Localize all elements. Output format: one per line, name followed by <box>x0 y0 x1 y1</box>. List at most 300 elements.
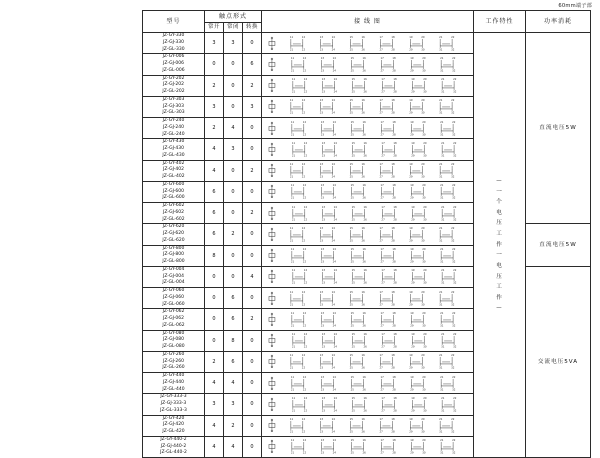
model-cell <box>143 160 205 181</box>
contact-count-co: 6 <box>243 54 262 75</box>
svg-text:24: 24 <box>333 281 337 285</box>
svg-text:24: 24 <box>332 69 336 73</box>
svg-text:32: 32 <box>451 239 455 243</box>
svg-text:20: 20 <box>422 57 426 61</box>
svg-text:20: 20 <box>422 184 426 188</box>
svg-text:32: 32 <box>452 69 456 73</box>
model-code: JZ-GL-602 <box>162 216 185 222</box>
spec-table-container <box>142 10 590 456</box>
svg-text:16: 16 <box>361 290 365 294</box>
svg-text:27: 27 <box>379 111 383 115</box>
svg-text:17: 17 <box>381 269 385 273</box>
svg-text:32: 32 <box>453 409 457 413</box>
svg-text:28: 28 <box>391 48 395 52</box>
svg-text:21: 21 <box>291 409 296 413</box>
svg-text:21: 21 <box>290 451 295 455</box>
svg-text:14: 14 <box>332 248 336 252</box>
wiring-diagram-svg <box>262 120 473 137</box>
svg-text:11: 11 <box>290 248 295 252</box>
wiring-diagram-cell <box>262 96 474 117</box>
svg-text:30: 30 <box>422 324 426 328</box>
contact-count-nc: 6 <box>224 351 243 372</box>
svg-text:28: 28 <box>392 69 396 73</box>
svg-text:32: 32 <box>453 281 457 285</box>
svg-text:20: 20 <box>422 439 426 443</box>
svg-text:30: 30 <box>421 111 425 115</box>
svg-text:21: 21 <box>290 133 295 137</box>
contact-count-nc: 0 <box>224 245 243 266</box>
svg-text:23: 23 <box>321 154 325 158</box>
model-code: JZ-GL-004 <box>162 280 185 286</box>
svg-text:20: 20 <box>423 205 427 209</box>
svg-text:25: 25 <box>349 366 353 370</box>
wiring-diagram-svg <box>262 183 473 200</box>
svg-text:28: 28 <box>392 196 396 200</box>
svg-text:18: 18 <box>391 163 395 167</box>
svg-text:15: 15 <box>350 312 354 316</box>
svg-text:29: 29 <box>409 366 413 370</box>
svg-text:14: 14 <box>331 418 335 422</box>
svg-text:28: 28 <box>393 218 397 222</box>
svg-text:21: 21 <box>290 324 295 328</box>
svg-text:22: 22 <box>453 142 457 146</box>
contact-count-no: 3 <box>205 394 224 415</box>
svg-text:25: 25 <box>350 69 354 73</box>
wiring-diagram-cell <box>262 266 474 287</box>
svg-text:17: 17 <box>381 78 385 82</box>
svg-text:32: 32 <box>453 154 457 158</box>
wiring-diagram-svg <box>262 162 473 179</box>
wiring-diagram <box>262 120 473 137</box>
svg-text:22: 22 <box>302 324 307 328</box>
svg-text:11: 11 <box>291 78 296 82</box>
svg-text:26: 26 <box>362 133 366 137</box>
svg-text:28: 28 <box>393 281 397 285</box>
contact-count-co: 0 <box>243 139 262 160</box>
svg-text:24: 24 <box>332 133 336 137</box>
svg-text:22: 22 <box>452 375 456 379</box>
svg-text:16: 16 <box>362 312 366 316</box>
model-cell <box>143 309 205 330</box>
svg-text:16: 16 <box>361 354 365 358</box>
contact-count-no: 2 <box>205 351 224 372</box>
svg-text:20: 20 <box>421 227 425 231</box>
svg-text:12: 12 <box>302 439 307 443</box>
svg-text:26: 26 <box>363 345 367 349</box>
svg-text:25: 25 <box>350 196 354 200</box>
svg-text:14: 14 <box>333 269 337 273</box>
wiring-diagram-cell <box>262 75 474 96</box>
svg-text:13: 13 <box>319 99 324 103</box>
svg-text:29: 29 <box>410 196 414 200</box>
svg-text:11: 11 <box>291 397 296 401</box>
svg-text:15: 15 <box>349 354 353 358</box>
svg-text:30: 30 <box>422 388 426 392</box>
svg-text:13: 13 <box>321 142 325 146</box>
svg-text:24: 24 <box>332 196 336 200</box>
svg-text:14: 14 <box>333 333 337 337</box>
svg-text:23: 23 <box>319 111 324 115</box>
svg-text:12: 12 <box>302 375 307 379</box>
wiring-diagram-svg <box>262 77 473 94</box>
svg-text:21: 21 <box>439 290 443 294</box>
svg-text:14: 14 <box>333 78 337 82</box>
svg-text:13: 13 <box>321 333 325 337</box>
svg-text:19: 19 <box>411 333 415 337</box>
svg-text:18: 18 <box>392 248 396 252</box>
svg-text:28: 28 <box>391 239 395 243</box>
svg-text:22: 22 <box>452 184 456 188</box>
svg-text:18: 18 <box>392 439 396 443</box>
svg-text:12: 12 <box>301 163 306 167</box>
svg-text:19: 19 <box>410 184 414 188</box>
svg-text:21: 21 <box>440 312 444 316</box>
svg-text:18: 18 <box>393 205 397 209</box>
svg-text:24: 24 <box>333 154 337 158</box>
wiring-diagram-svg <box>262 332 473 349</box>
svg-text:22: 22 <box>451 227 455 231</box>
svg-text:20: 20 <box>421 99 425 103</box>
svg-text:28: 28 <box>391 303 395 307</box>
svg-text:11: 11 <box>291 333 296 337</box>
model-code: JZ-GJ-006 <box>163 61 184 66</box>
svg-text:26: 26 <box>363 218 367 222</box>
model-code: JZ-GJ-602 <box>163 209 184 215</box>
svg-text:18: 18 <box>392 57 396 61</box>
contact-count-no: 4 <box>205 373 224 394</box>
svg-text:11: 11 <box>290 184 295 188</box>
model-code: JZ-GL-080 <box>162 344 185 349</box>
svg-text:32: 32 <box>451 366 455 370</box>
svg-text:19: 19 <box>411 397 415 401</box>
power-consumption-cell <box>526 266 591 457</box>
model-code: JZ-GL-333-3 <box>160 407 187 413</box>
model-code: JZ-GL-060 <box>162 301 185 307</box>
svg-text:23: 23 <box>320 260 325 264</box>
svg-text:22: 22 <box>453 333 457 337</box>
svg-text:21: 21 <box>441 397 445 401</box>
model-code: JZ-GL-600 <box>162 195 185 201</box>
svg-text:16: 16 <box>362 184 366 188</box>
svg-text:16: 16 <box>363 205 367 209</box>
svg-text:11: 11 <box>291 142 296 146</box>
model-cell <box>143 373 205 394</box>
contact-count-co: 3 <box>243 96 262 117</box>
model-code: JZ-GY-430 <box>162 139 185 145</box>
svg-text:22: 22 <box>451 290 455 294</box>
svg-text:23: 23 <box>321 345 325 349</box>
model-code: JZ-GY-062 <box>162 309 185 315</box>
svg-text:21: 21 <box>441 333 445 337</box>
svg-text:22: 22 <box>452 439 456 443</box>
svg-text:17: 17 <box>379 99 383 103</box>
svg-text:15: 15 <box>350 375 354 379</box>
svg-text:20: 20 <box>423 78 427 82</box>
svg-text:23: 23 <box>319 239 324 243</box>
svg-text:24: 24 <box>332 388 336 392</box>
svg-text:20: 20 <box>421 290 425 294</box>
model-code: JZ-GJ-440 <box>163 379 184 385</box>
svg-text:30: 30 <box>423 154 427 158</box>
svg-text:17: 17 <box>380 57 384 61</box>
svg-text:30: 30 <box>422 196 426 200</box>
svg-text:14: 14 <box>333 142 337 146</box>
svg-text:13: 13 <box>319 354 324 358</box>
wiring-diagram <box>262 375 473 392</box>
svg-text:12: 12 <box>302 57 307 61</box>
svg-text:23: 23 <box>321 409 325 413</box>
svg-text:22: 22 <box>302 451 307 455</box>
svg-text:14: 14 <box>332 375 336 379</box>
contact-count-co: 2 <box>243 75 262 96</box>
svg-text:15: 15 <box>349 163 353 167</box>
contact-count-co: 0 <box>243 373 262 394</box>
svg-text:21: 21 <box>289 430 294 434</box>
model-cell <box>143 415 205 436</box>
svg-text:27: 27 <box>380 388 384 392</box>
model-code: JZ-GY-620 <box>162 224 185 230</box>
svg-text:17: 17 <box>380 439 384 443</box>
svg-text:27: 27 <box>380 324 384 328</box>
svg-text:22: 22 <box>453 205 457 209</box>
svg-text:13: 13 <box>319 227 324 231</box>
svg-text:31: 31 <box>439 239 443 243</box>
model-code: JZ-GL-240 <box>162 131 185 137</box>
svg-text:19: 19 <box>410 248 414 252</box>
svg-text:25: 25 <box>351 409 355 413</box>
svg-text:32: 32 <box>452 260 456 264</box>
svg-text:22: 22 <box>452 248 456 252</box>
contact-count-no: 6 <box>205 181 224 202</box>
svg-text:12: 12 <box>301 418 306 422</box>
svg-text:17: 17 <box>381 142 385 146</box>
svg-text:23: 23 <box>321 90 325 94</box>
contact-count-co: 2 <box>243 309 262 330</box>
svg-text:27: 27 <box>379 366 383 370</box>
svg-text:31: 31 <box>439 48 443 52</box>
model-code: JZ-GL-440-2 <box>160 450 187 456</box>
contact-count-no: 2 <box>205 75 224 96</box>
characteristic-line: 作 <box>496 241 503 248</box>
contact-count-nc: 0 <box>224 54 243 75</box>
svg-text:25: 25 <box>351 90 355 94</box>
svg-text:26: 26 <box>363 281 367 285</box>
svg-text:20: 20 <box>423 269 427 273</box>
svg-text:32: 32 <box>453 218 457 222</box>
contact-count-co: 2 <box>243 203 262 224</box>
svg-text:15: 15 <box>349 418 353 422</box>
contact-count-nc: 0 <box>224 203 243 224</box>
wiring-diagram <box>262 226 473 243</box>
svg-text:21: 21 <box>289 366 294 370</box>
wiring-diagram-svg <box>262 268 473 285</box>
wiring-diagram-cell <box>262 415 474 436</box>
svg-text:16: 16 <box>361 99 365 103</box>
svg-text:23: 23 <box>320 196 325 200</box>
svg-text:31: 31 <box>439 175 443 179</box>
svg-text:32: 32 <box>452 133 456 137</box>
model-cell <box>143 394 205 415</box>
wiring-diagram-svg <box>262 375 473 392</box>
wiring-diagram-svg <box>262 98 473 115</box>
contact-count-co: 0 <box>243 118 262 139</box>
svg-text:27: 27 <box>381 409 385 413</box>
svg-text:31: 31 <box>441 154 445 158</box>
svg-text:26: 26 <box>361 111 365 115</box>
contact-count-co: 0 <box>243 436 262 457</box>
svg-text:21: 21 <box>439 418 443 422</box>
svg-text:22: 22 <box>302 69 307 73</box>
svg-text:11: 11 <box>291 269 296 273</box>
svg-text:20: 20 <box>423 142 427 146</box>
svg-text:15: 15 <box>351 397 355 401</box>
svg-text:17: 17 <box>379 418 383 422</box>
wiring-diagram <box>262 205 473 222</box>
svg-text:24: 24 <box>331 239 335 243</box>
svg-text:22: 22 <box>453 397 457 401</box>
svg-text:21: 21 <box>439 163 443 167</box>
svg-text:27: 27 <box>379 48 383 52</box>
svg-text:18: 18 <box>393 142 397 146</box>
svg-text:24: 24 <box>333 90 337 94</box>
svg-text:19: 19 <box>409 227 413 231</box>
svg-text:12: 12 <box>301 290 306 294</box>
svg-text:29: 29 <box>409 111 413 115</box>
power-label: 直流电压5W <box>539 124 577 131</box>
svg-text:20: 20 <box>423 333 427 337</box>
svg-text:31: 31 <box>439 303 443 307</box>
characteristic-line: 电 <box>496 209 503 216</box>
svg-text:23: 23 <box>319 48 324 52</box>
svg-text:21: 21 <box>290 69 295 73</box>
svg-text:18: 18 <box>391 227 395 231</box>
contact-count-co: 0 <box>243 181 262 202</box>
svg-text:16: 16 <box>361 227 365 231</box>
svg-text:21: 21 <box>291 90 296 94</box>
svg-text:22: 22 <box>301 303 306 307</box>
svg-text:19: 19 <box>409 290 413 294</box>
model-code: JZ-GL-440 <box>162 386 185 392</box>
wiring-diagram-cell <box>262 203 474 224</box>
svg-text:18: 18 <box>392 120 396 124</box>
svg-text:14: 14 <box>331 290 335 294</box>
contact-count-co: 0 <box>243 415 262 436</box>
svg-text:13: 13 <box>320 184 325 188</box>
svg-text:32: 32 <box>451 175 455 179</box>
svg-text:21: 21 <box>289 175 294 179</box>
svg-text:15: 15 <box>349 99 353 103</box>
svg-text:20: 20 <box>421 418 425 422</box>
contact-count-no: 0 <box>205 330 224 351</box>
contact-count-co: 0 <box>243 288 262 309</box>
svg-text:24: 24 <box>331 175 335 179</box>
svg-text:24: 24 <box>332 260 336 264</box>
model-code: JZ-GJ-240 <box>163 124 184 130</box>
svg-text:21: 21 <box>289 48 294 52</box>
model-code: JZ-GJ-600 <box>163 188 184 194</box>
svg-text:14: 14 <box>332 439 336 443</box>
svg-text:13: 13 <box>320 120 325 124</box>
svg-text:20: 20 <box>422 248 426 252</box>
svg-text:21: 21 <box>440 120 444 124</box>
svg-text:15: 15 <box>351 78 355 82</box>
svg-text:24: 24 <box>333 409 337 413</box>
svg-text:26: 26 <box>361 303 365 307</box>
model-code: JZ-GL-202 <box>162 89 185 94</box>
characteristic-cell: — 一 个 电 压 工 作 一 电 压 工 作 — <box>474 33 526 458</box>
svg-text:19: 19 <box>409 418 413 422</box>
wiring-diagram <box>262 35 473 52</box>
contact-count-co: 0 <box>243 224 262 245</box>
svg-text:30: 30 <box>422 260 426 264</box>
svg-text:22: 22 <box>302 388 307 392</box>
svg-text:21: 21 <box>290 388 295 392</box>
svg-text:22: 22 <box>301 366 306 370</box>
svg-text:22: 22 <box>453 78 457 82</box>
svg-text:30: 30 <box>423 345 427 349</box>
contact-count-nc: 8 <box>224 330 243 351</box>
characteristic-line: 一 <box>496 252 503 259</box>
svg-text:28: 28 <box>393 154 397 158</box>
svg-text:29: 29 <box>410 388 414 392</box>
svg-text:17: 17 <box>380 184 384 188</box>
svg-text:22: 22 <box>451 99 455 103</box>
wiring-diagram-cell <box>262 288 474 309</box>
wiring-diagram-cell <box>262 351 474 372</box>
svg-text:12: 12 <box>302 120 307 124</box>
svg-text:22: 22 <box>303 154 308 158</box>
svg-text:11: 11 <box>289 35 294 39</box>
svg-text:30: 30 <box>421 430 425 434</box>
svg-text:32: 32 <box>451 303 455 307</box>
model-code: JZ-GY-202 <box>162 75 185 81</box>
svg-text:18: 18 <box>393 333 397 337</box>
svg-text:31: 31 <box>441 409 445 413</box>
model-code: JZ-GJ-430 <box>163 146 184 151</box>
wiring-diagram-cell <box>262 160 474 181</box>
svg-text:13: 13 <box>321 269 325 273</box>
model-cell <box>143 288 205 309</box>
svg-text:27: 27 <box>380 196 384 200</box>
svg-text:14: 14 <box>331 35 335 39</box>
header-changeover: 转换 <box>243 23 262 33</box>
svg-text:16: 16 <box>362 248 366 252</box>
svg-text:23: 23 <box>320 324 325 328</box>
contact-count-co: 0 <box>243 330 262 351</box>
svg-text:30: 30 <box>422 451 426 455</box>
svg-text:14: 14 <box>333 397 337 401</box>
wiring-diagram <box>262 311 473 328</box>
model-code: JZ-GL-303 <box>162 110 185 116</box>
svg-text:17: 17 <box>380 312 384 316</box>
model-cell <box>143 224 205 245</box>
wiring-diagram-cell <box>262 245 474 266</box>
svg-text:22: 22 <box>303 281 308 285</box>
svg-text:16: 16 <box>363 397 367 401</box>
svg-text:21: 21 <box>291 345 296 349</box>
contact-count-no: 0 <box>205 54 224 75</box>
svg-text:14: 14 <box>331 227 335 231</box>
svg-text:32: 32 <box>452 451 456 455</box>
svg-text:15: 15 <box>351 269 355 273</box>
wiring-diagram-cell <box>262 330 474 351</box>
svg-text:17: 17 <box>381 397 385 401</box>
svg-text:19: 19 <box>409 163 413 167</box>
contact-count-no: 0 <box>205 288 224 309</box>
svg-text:11: 11 <box>289 354 294 358</box>
wiring-diagram <box>262 56 473 73</box>
model-code: JZ-GJ-402 <box>163 167 184 173</box>
